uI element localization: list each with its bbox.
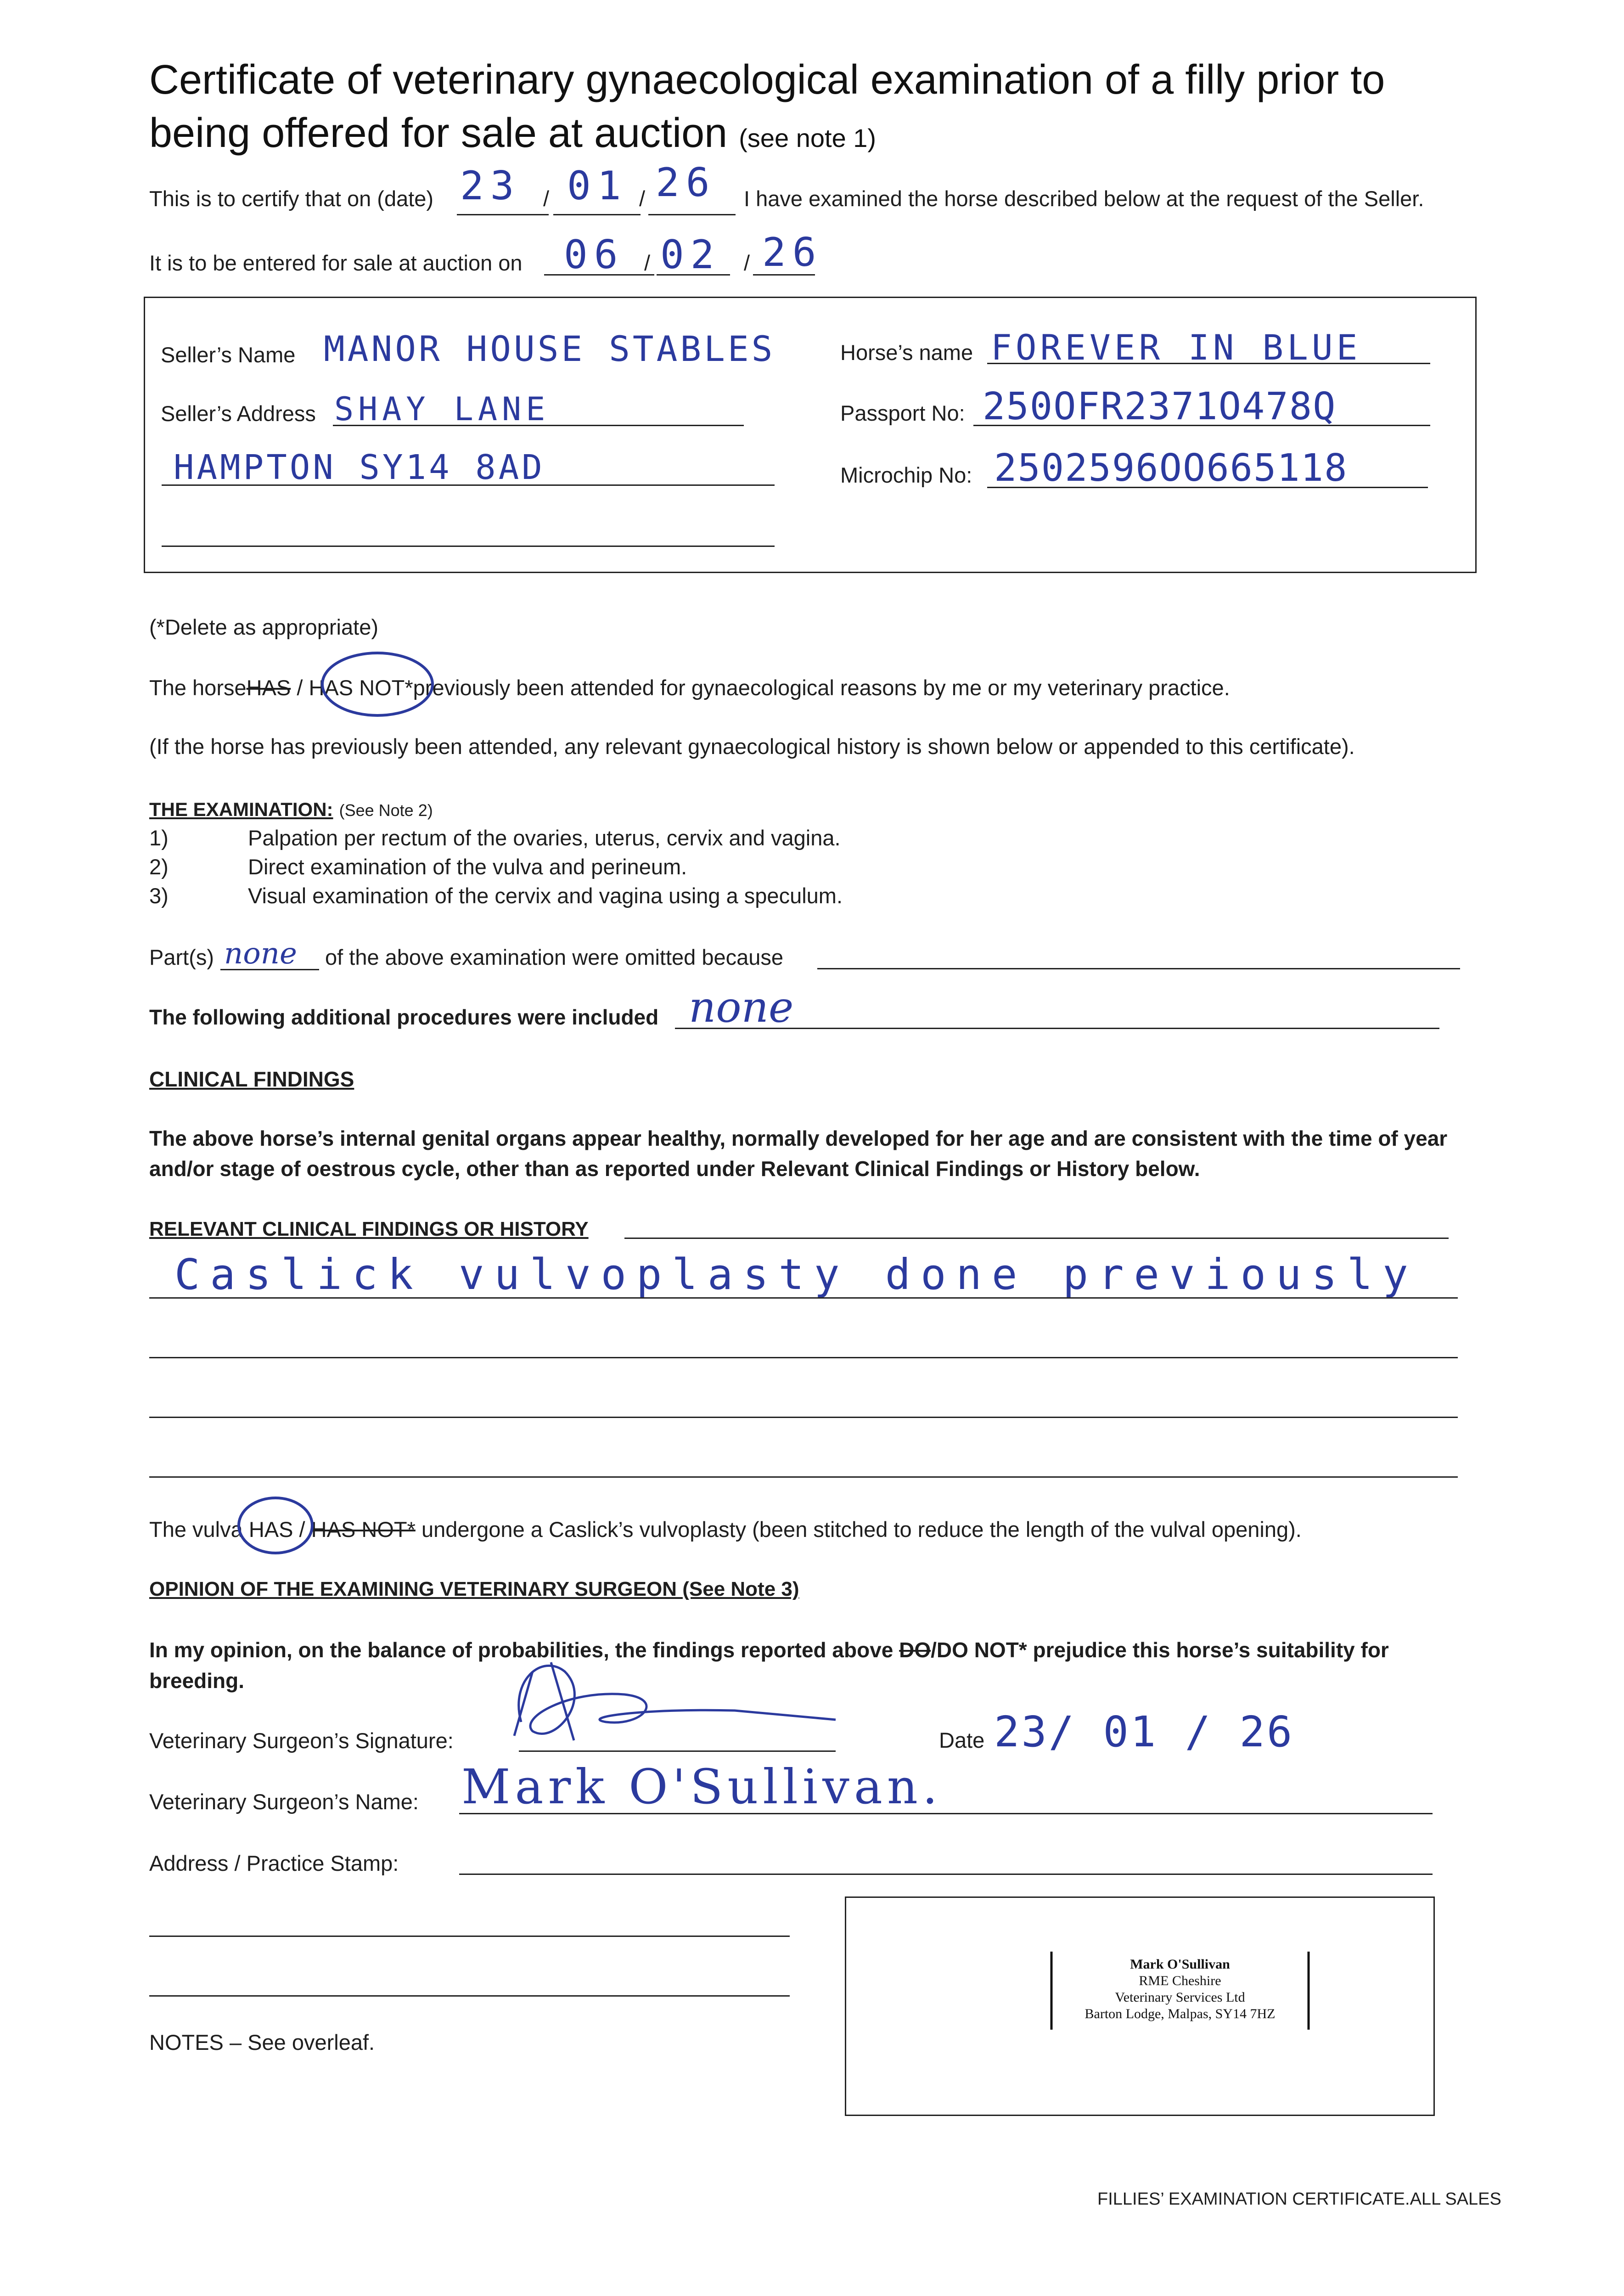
exam-item-1-num: 1) [149, 826, 169, 850]
surgeon-name-value[interactable]: Mark O'Sullivan. [461, 1759, 942, 1815]
passport-label: Passport No: [840, 401, 965, 425]
vulva-has-circled[interactable]: HAS [248, 1517, 293, 1542]
notes-text: NOTES – See overleaf. [149, 2030, 375, 2054]
title-line-1: Certificate of veterinary gynaecological examination of a filly prior to [149, 57, 1385, 103]
certify-suffix: I have examined the horse described below at the request of the Seller. [744, 186, 1424, 211]
auction-prefix: It is to be entered for sale at auction on [149, 251, 523, 275]
additional-label: The following additional procedures were included [149, 1005, 659, 1029]
omitted-suffix: of the above examination were omitted because [325, 945, 784, 969]
vulva-has-not-struck[interactable]: HAS NOT* [311, 1517, 416, 1542]
omitted-value[interactable]: none [224, 937, 297, 971]
opinion-do-not[interactable]: DO NOT* [936, 1638, 1027, 1662]
certify-date-year: 26 [656, 160, 716, 206]
certify-sep-2: / [639, 186, 646, 211]
footer-text: FILLIES’ EXAMINATION CERTIFICATE.ALL SALES [1097, 2189, 1501, 2209]
omitted-prefix: Part(s) [149, 945, 214, 969]
certify-sep-1: / [543, 186, 550, 211]
certify-prefix: This is to certify that on (date) [149, 186, 434, 211]
stamp-line-2: RME Cheshire [1139, 1973, 1221, 1988]
certify-date-month: 01 [567, 163, 628, 209]
auction-sep-2: / [744, 251, 750, 275]
has-circle-mark [239, 1498, 312, 1553]
opinion-prefix: In my opinion, on the balance of probabilities, the findings reported above [149, 1638, 893, 1662]
seller-address-line-1[interactable]: SHAY LANE [334, 390, 550, 428]
exam-item-3-num: 3) [149, 884, 169, 908]
seller-address-label: Seller’s Address [161, 401, 316, 426]
opinion-sep: / [931, 1638, 937, 1662]
clinical-statement-line-2: and/or stage of oestrous cycle, other than as reported under Relevant Clinical Findings or History below. [149, 1157, 1200, 1181]
passport-value[interactable]: 250OFR2371O478Q [983, 385, 1337, 428]
relevant-heading: RELEVANT CLINICAL FINDINGS OR HISTORY [149, 1218, 589, 1240]
examination-heading-note: (See Note 2) [339, 801, 433, 820]
microchip-label: Microchip No: [840, 463, 972, 487]
seller-name-label: Seller’s Name [161, 343, 296, 367]
opinion-suffix: prejudice this horse’s suitability for [1033, 1638, 1389, 1662]
signature-date-value[interactable]: 23/ 01 / 26 [994, 1707, 1294, 1756]
opinion-do-struck[interactable]: DO [899, 1638, 931, 1662]
clinical-statement-line-1: The above horse’s internal genital organs appear healthy, normally developed for her age and are consistent with the time of year [149, 1126, 1448, 1150]
delete-note: (*Delete as appropriate) [149, 615, 378, 639]
auction-date-year: 26 [762, 230, 823, 276]
opinion-line-2: breeding. [149, 1669, 245, 1693]
opinion-heading: OPINION OF THE EXAMINING VETERINARY SURGEON (See Note 3) [149, 1578, 799, 1600]
horse-name-value[interactable]: FOREVER IN BLUE [991, 327, 1361, 368]
certify-date-day: 23 [460, 163, 521, 209]
stamp-line-4: Barton Lodge, Malpas, SY14 7HZ [1085, 2006, 1276, 2021]
auction-date-day: 06 [564, 232, 624, 278]
attended-sep: / [291, 675, 309, 700]
relevant-value[interactable]: Caslick vulvoplasty done previously [174, 1250, 1418, 1299]
seller-name-value[interactable]: MANOR HOUSE STABLES [324, 328, 775, 369]
microchip-value[interactable]: 2502596OO665118 [994, 446, 1348, 490]
stamp-line-3: Veterinary Services Ltd [1115, 1990, 1245, 2005]
seller-address-line-2[interactable]: HAMPTON SY14 8AD [174, 448, 545, 487]
has-not-circle-mark [322, 653, 433, 715]
title-text: being offered for sale at auction [149, 110, 728, 156]
clinical-heading: CLINICAL FINDINGS [149, 1067, 354, 1091]
vulva-suffix: undergone a Caslick’s vulvoplasty (been stitched to reduce the length of the vulval opening). [421, 1517, 1302, 1542]
attended-has-not-circled[interactable]: HAS NOT* [309, 675, 413, 700]
signature-date-label: Date [939, 1728, 985, 1752]
additional-value[interactable]: none [689, 983, 794, 1032]
auction-date-month: 02 [660, 232, 721, 278]
exam-item-2-text: Direct examination of the vulva and perineum. [248, 855, 687, 879]
attended-has-struck[interactable]: HAS [246, 675, 291, 700]
examination-heading: THE EXAMINATION: [149, 799, 333, 820]
attended-note: (If the horse has previously been attended, any relevant gynaecological history is shown below or appended to this certificate). [149, 734, 1355, 759]
vulva-sep: / [293, 1517, 311, 1542]
attended-prefix: The horse [149, 675, 247, 700]
exam-item-2-num: 2) [149, 855, 169, 879]
exam-item-1-text: Palpation per rectum of the ovaries, uterus, cervix and vagina. [248, 826, 841, 850]
vulva-prefix: The vulva [149, 1517, 243, 1542]
stamp-line-1: Mark O'Sullivan [1130, 1957, 1230, 1972]
surgeon-name-label: Veterinary Surgeon’s Name: [149, 1790, 419, 1814]
exam-item-3-text: Visual examination of the cervix and vagina using a speculum. [248, 884, 843, 908]
signature-label: Veterinary Surgeon’s Signature: [149, 1728, 454, 1753]
signature-scribble [519, 1666, 836, 1733]
attended-suffix: previously been attended for gynaecological reasons by me or my veterinary practice. [413, 675, 1230, 700]
title-note: (see note 1) [739, 124, 877, 152]
auction-sep-1: / [644, 251, 651, 275]
practice-stamp-label: Address / Practice Stamp: [149, 1851, 399, 1875]
horse-name-label: Horse’s name [840, 340, 973, 365]
